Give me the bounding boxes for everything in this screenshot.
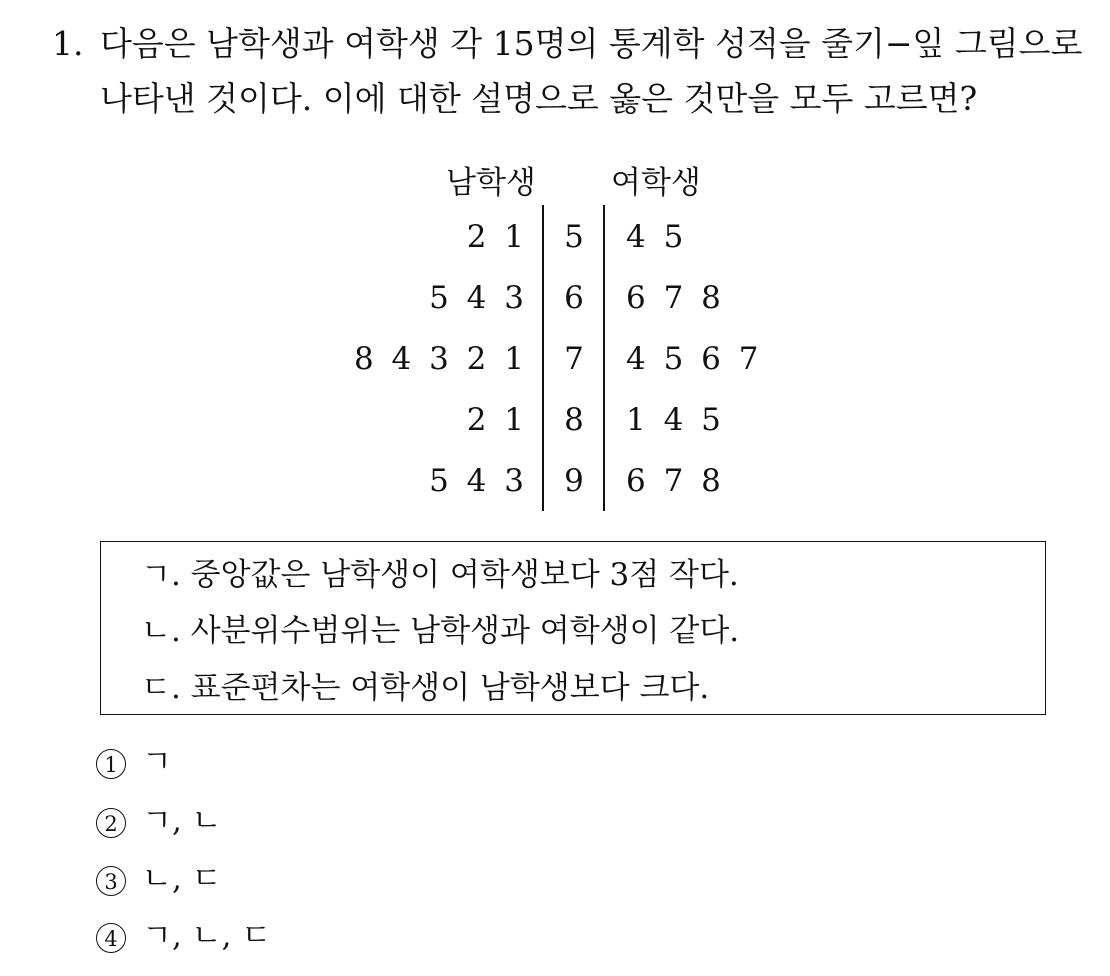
statement-c: ㄷ. 표준편차는 여학생이 남학생보다 크다.: [141, 670, 710, 706]
choice-number-marker: 1: [96, 749, 126, 779]
choice-text: ㄱ, ㄴ: [142, 803, 222, 839]
question-text-line2: 나타낸 것이다. 이에 대한 설명으로 옳은 것만을 모두 고르면?: [100, 79, 978, 118]
question-number: 1.: [52, 24, 84, 63]
choice-text: ㄴ, ㄷ: [142, 861, 222, 897]
stem-leaf-row: [0, 463, 1110, 523]
choice-number-marker: 2: [96, 808, 126, 838]
answer-choice-3[interactable]: [96, 861, 222, 897]
statement-a: ㄱ. 중앙값은 남학생이 여학생보다 3점 작다.: [141, 557, 739, 593]
stem-leaf-row: [0, 402, 1110, 462]
male-leaves: 2 1: [466, 219, 525, 255]
female-leaves: 4 5 6 7: [626, 341, 760, 377]
female-leaves: 6 7 8: [626, 463, 722, 499]
stem-value: 5: [564, 219, 584, 255]
answer-choice-1[interactable]: [96, 744, 172, 780]
stem-value: 7: [564, 341, 584, 377]
question-text-line1: 다음은 남학생과 여학생 각 15명의 통계학 성적을 줄기−잎 그림으로: [100, 24, 1083, 63]
choice-text: ㄱ, ㄴ, ㄷ: [142, 918, 272, 954]
choice-number-marker: 3: [96, 866, 126, 896]
male-leaves: 5 4 3: [429, 280, 525, 316]
male-leaves: 2 1: [466, 402, 525, 438]
female-leaves: 4 5: [626, 219, 685, 255]
female-leaves: 6 7 8: [626, 280, 722, 316]
answer-choice-4[interactable]: [96, 918, 272, 954]
male-leaves: 8 4 3 2 1: [353, 341, 525, 377]
stem-value: 6: [564, 280, 584, 316]
female-leaves: 1 4 5: [626, 402, 722, 438]
male-leaves: 5 4 3: [429, 463, 525, 499]
choice-number-marker: 4: [96, 923, 126, 953]
stem-leaf-row: [0, 280, 1110, 340]
stem-value: 9: [564, 463, 584, 499]
stem-leaf-row: [0, 341, 1110, 401]
answer-choice-2[interactable]: [96, 803, 222, 839]
male-header: 남학생: [446, 165, 536, 201]
choice-text: ㄱ: [142, 744, 172, 780]
statement-b: ㄴ. 사분위수범위는 남학생과 여학생이 같다.: [141, 613, 740, 649]
stem-leaf-row: [0, 219, 1110, 279]
female-header: 여학생: [611, 165, 701, 201]
stem-value: 8: [564, 402, 584, 438]
statements-box: [100, 541, 1046, 715]
